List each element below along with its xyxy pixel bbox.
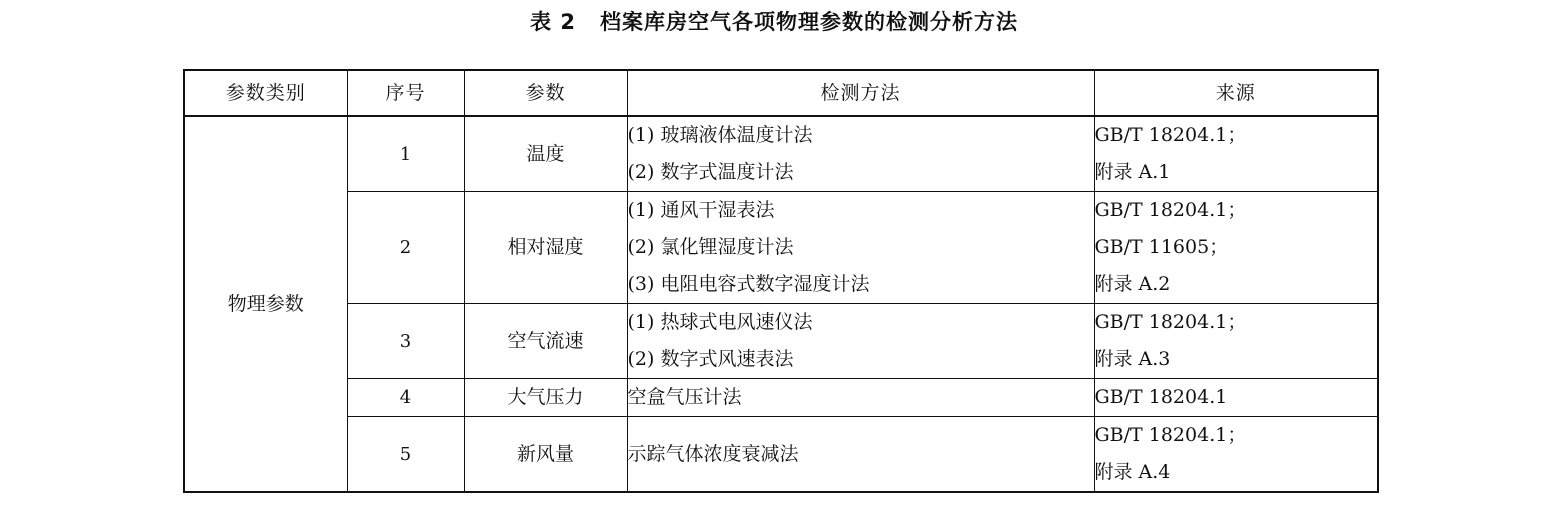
table-row <box>184 379 1378 417</box>
row-no: 5 <box>347 417 464 493</box>
source-line: 附录 A.4 <box>1094 461 1171 483</box>
table-title: 档案库房空气各项物理参数的检测分析方法 <box>599 10 1018 34</box>
table-row <box>184 304 1378 379</box>
table-number: 表 2 <box>530 10 576 34</box>
method-line: (2) 数字式温度计法 <box>627 161 794 183</box>
header-source: 来源 <box>1094 70 1378 116</box>
source-line: GB/T 11605； <box>1094 236 1229 258</box>
row-sources <box>1094 379 1378 417</box>
row-methods <box>627 379 1094 417</box>
source-line: 附录 A.3 <box>1094 348 1171 370</box>
header-category: 参数类别 <box>184 70 347 116</box>
row-no: 4 <box>347 379 464 417</box>
header-method: 检测方法 <box>627 70 1094 116</box>
header-row <box>184 70 1378 116</box>
source-line: GB/T 18204.1； <box>1094 424 1247 446</box>
method-line: (2) 数字式风速表法 <box>627 348 794 370</box>
method-line: (1) 通风干湿表法 <box>627 199 775 221</box>
method-line: (3) 电阻电容式数字湿度计法 <box>627 273 870 295</box>
row-sources <box>1094 304 1378 379</box>
source-line: 附录 A.2 <box>1094 273 1171 295</box>
source-line: GB/T 18204.1； <box>1094 124 1247 146</box>
method-line: (2) 氯化锂湿度计法 <box>627 236 794 258</box>
table-row <box>184 417 1378 493</box>
table-row <box>184 116 1378 192</box>
category-cell: 物理参数 <box>184 116 347 492</box>
row-no: 1 <box>347 116 464 192</box>
table-caption <box>0 6 1548 36</box>
method-line: (1) 玻璃液体温度计法 <box>627 124 813 146</box>
method-line: (1) 热球式电风速仪法 <box>627 311 813 333</box>
method-line: 空盒气压计法 <box>627 386 742 408</box>
row-sources <box>1094 192 1378 304</box>
source-line: GB/T 18204.1； <box>1094 311 1247 333</box>
source-line: 附录 A.1 <box>1094 161 1171 183</box>
source-line: GB/T 18204.1； <box>1094 199 1247 221</box>
row-param: 相对湿度 <box>464 192 627 304</box>
row-methods <box>627 116 1094 192</box>
header-no: 序号 <box>347 70 464 116</box>
row-param: 新风量 <box>464 417 627 493</box>
row-no: 2 <box>347 192 464 304</box>
row-no: 3 <box>347 304 464 379</box>
source-line: GB/T 18204.1 <box>1094 386 1228 408</box>
row-sources <box>1094 417 1378 493</box>
row-methods <box>627 304 1094 379</box>
row-param: 大气压力 <box>464 379 627 417</box>
row-param: 温度 <box>464 116 627 192</box>
row-param: 空气流速 <box>464 304 627 379</box>
parameters-table <box>183 69 1379 493</box>
row-sources <box>1094 116 1378 192</box>
table-row <box>184 192 1378 304</box>
header-param: 参数 <box>464 70 627 116</box>
row-methods <box>627 417 1094 493</box>
row-methods <box>627 192 1094 304</box>
method-line: 示踪气体浓度衰减法 <box>627 442 799 465</box>
